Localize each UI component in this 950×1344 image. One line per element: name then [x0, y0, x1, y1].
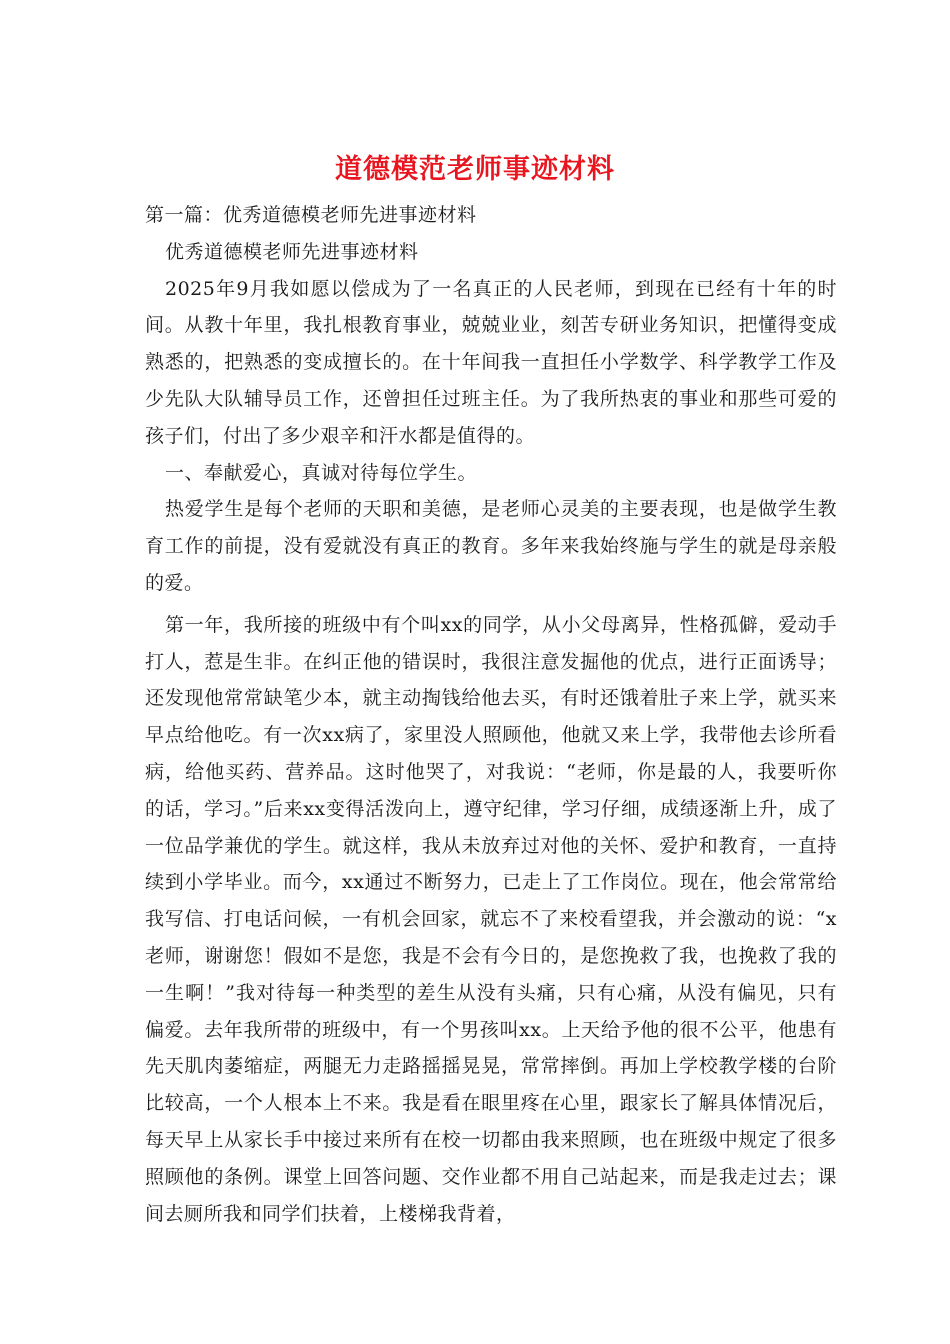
- paragraph: 第一年，我所接的班级中有个叫xx的同学，从小父母离异，性格孤僻，爱动手打人，惹是生非。在纠正他的错误时，我很注意发掘他的优点，进行正面诱导；还发现他常常缺笔少本，就主动掏钱给他去买，有时还饿着肚子来上学，就买来早点给他吃。有一次xx病了，家里没人照顾他，他就又来上学，我带他去诊所看病，给他买药、营养品。这时他哭了，对我说：“老师，你是最的人，我要听你的话，学习。”后来xx变得活泼向上，遵守纪律，学习仔细，成绩逐渐上升，成了一位品学兼优的学生。就这样，我从未放弃过对他的关怀、爱护和教育，一直持续到小学毕业。而今，xx通过不断努力，已走上了工作岗位。现在，他会常常给我写信、打电话问候，一有机会回家，就忘不了来校看望我，并会激动的说：“x老师，谢谢您！假如不是您，我是不会有今日的，是您挽救了我，也挽救了我的一生啊！”我对待每一种类型的差生从没有头痛，只有心痛，从没有偏见，只有偏爱。去年我所带的班级中，有一个男孩叫xx。上天给予他的很不公平，他患有先天肌肉萎缩症，两腿无力走路摇摇晃晃，常常摔倒。再加上学校教学楼的台阶比较高，一个人根本上不来。我是看在眼里疼在心里，跟家长了解具体情况后，每天早上从家长手中接过来所有在校一切都由我来照顾，也在班级中规定了很多照顾他的条例。课堂上回答问题、交作业都不用自己站起来，而是我走过去；课间去厕所我和同学们扶着，上楼梯我背着，: [145, 613, 837, 1225]
- subheading: 优秀道德模老师先进事迹材料: [165, 240, 419, 263]
- paragraph: 2025年9月我如愿以偿成为了一名真正的人民老师，到现在已经有十年的时间。从教十年里，我扎根教育事业，兢兢业业，刻苦专研业务知识，把懂得变成熟悉的，把熟悉的变成擅长的。在十年间我一直担任小学数学、科学教学工作及少先队大队辅导员工作，还曾担任过班主任。为了我所热衷的事业和那些可爱的孩子们，付出了多少艰辛和汗水都是值得的。: [145, 277, 837, 447]
- heading-line: 第一篇：优秀道德模老师先进事迹材料: [145, 204, 477, 226]
- document-body: [145, 197, 837, 1232]
- section-heading: 一、奉献爱心，真诚对待每位学生。: [165, 461, 478, 484]
- document-title: 道德模范老师事迹材料: [335, 154, 615, 185]
- paragraph: 热爱学生是每个老师的天职和美德，是老师心灵美的主要表现，也是做学生教育工作的前提，没有爱就没有真正的教育。多年来我始终施与学生的就是母亲般的爱。: [145, 498, 837, 594]
